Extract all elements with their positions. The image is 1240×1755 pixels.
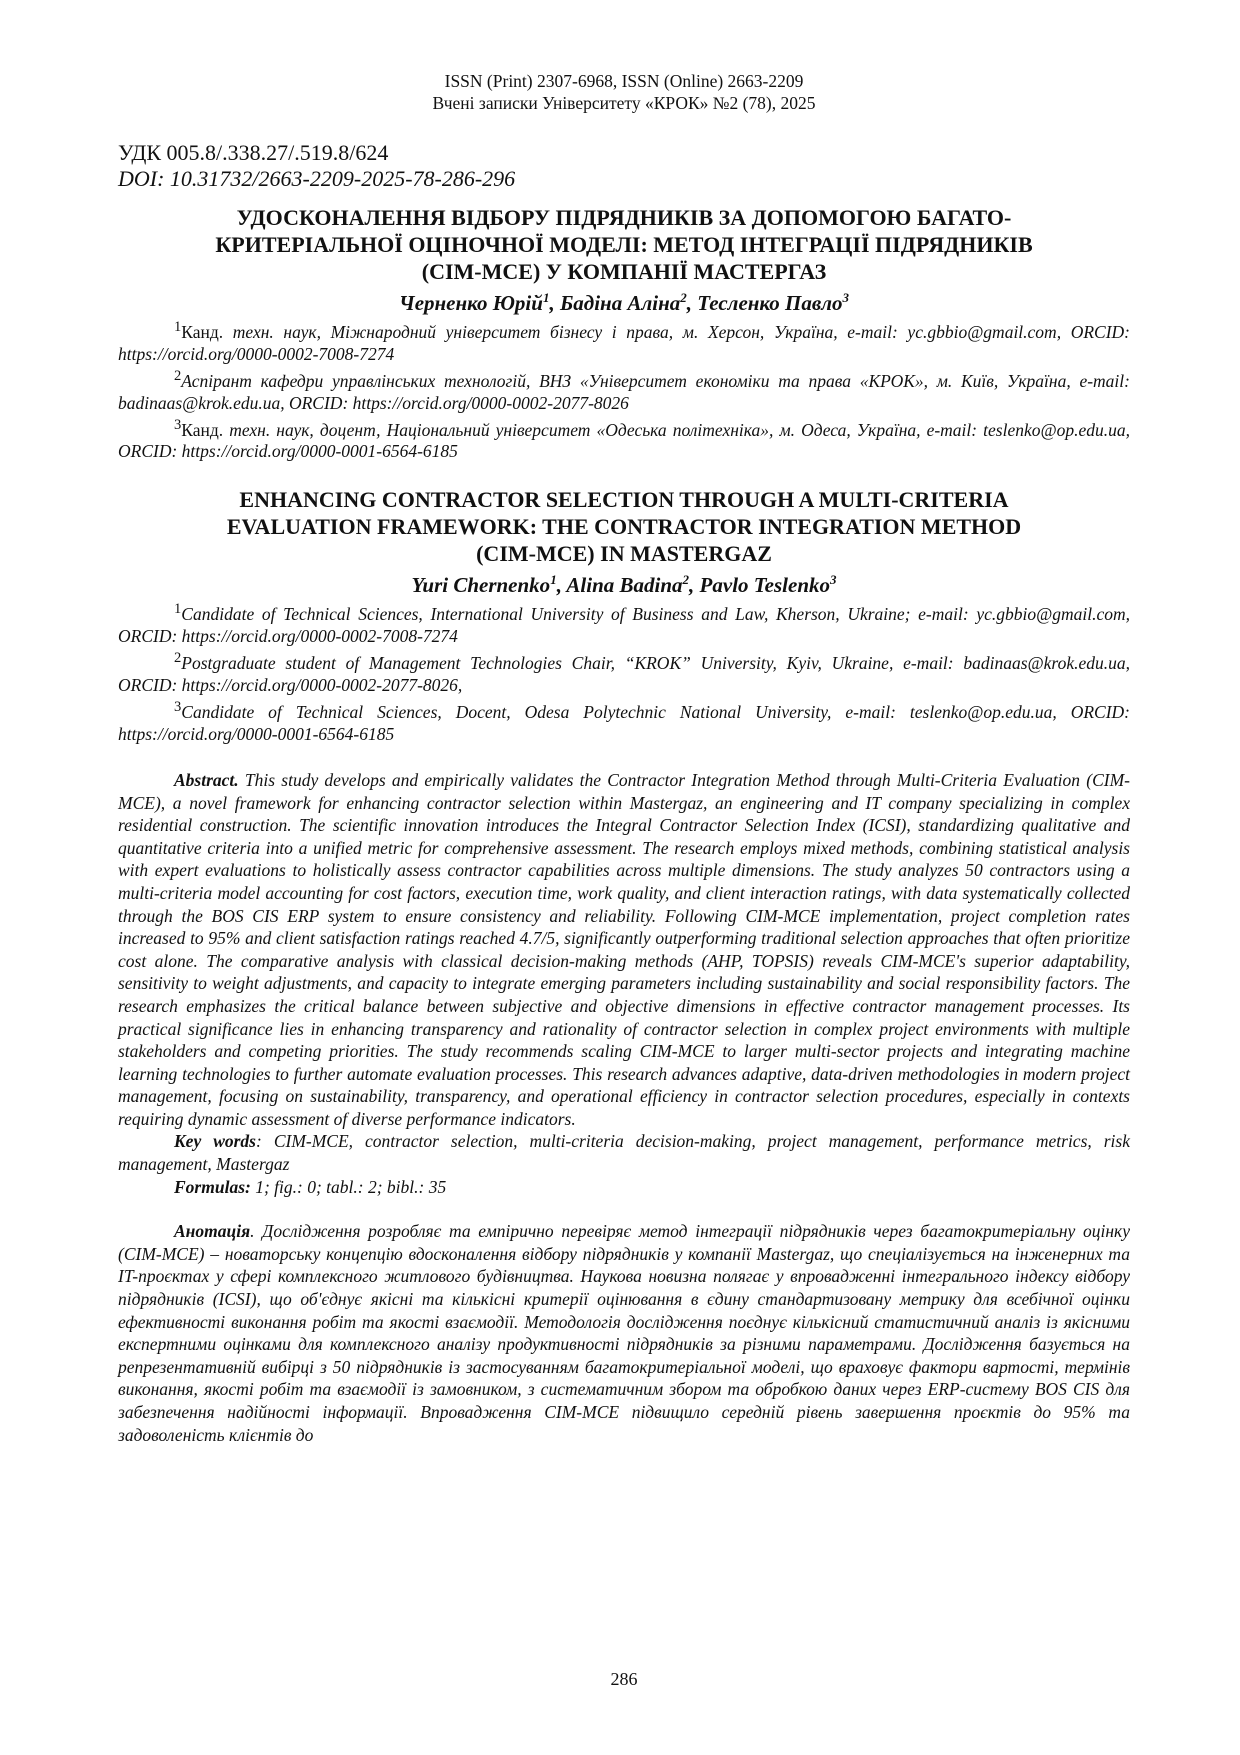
authors-uk — [118, 285, 1130, 316]
author-name: , Pavlo Teslenko — [689, 573, 831, 598]
formulas-label: Formulas: — [174, 1176, 251, 1197]
abstract-paragraph — [118, 769, 1130, 1131]
authors-en — [118, 567, 1130, 598]
title-en — [118, 486, 1130, 567]
affiliation-lead: Канд. — [181, 321, 224, 342]
abstract-section — [118, 769, 1130, 1198]
formulas-paragraph — [118, 1176, 1130, 1199]
paper-page — [118, 70, 1130, 1690]
affiliation-text: Candidate of Technical Sciences, Docent, Odesa Polytechnic National University, e-mail: teslenko@op.edu.ua, ORCID: https://orcid.org/0000-0001-6564-6185 — [118, 701, 1130, 744]
affiliation-sup: 1 — [174, 601, 182, 618]
affiliation — [118, 696, 1130, 745]
title-en-line: ENHANCING CONTRACTOR SELECTION THROUGH A MULTI-CRITERIA — [239, 487, 1009, 513]
affiliation-sup: 2 — [174, 650, 182, 667]
title-en-line: (CIM-MCE) IN MASTERGAZ — [476, 541, 772, 567]
author-name: , Alina Badina — [556, 573, 683, 598]
journal-line: Вчені записки Університету «КРОК» №2 (78), 2025 — [432, 93, 816, 113]
affiliation — [118, 598, 1130, 647]
anotatsiia-text: . Дослідження розробляє та емпірично перевіряє метод інтеграції підрядників через багатокритеріальну оцінку (CIM-MCE) – новаторську концепцію вдосконалення відбору підрядників у компанії Mastergaz, що спеціалізується на інженерних та IT-проєктах у сфері комплексного житлового будівництва. Наукова новизна полягає у впровадженні інтегрального індексу відбору підрядників (ICSI), що об'єднує якісні та кількісні критерії оцінювання в єдину стандартизовану метрику для всебічної оцінки ефективності виконання робіт та якості взаємодії. Методологія дослідження поєднує кількісний статистичний аналіз із якісними експертними оцінками для комплексного аналізу продуктивності підрядників за різними параметрами. Дослідження базується на репрезентативній вибірці з 50 підрядників із застосуванням багатокритеріальної моделі, що враховує фактори вартості, термінів виконання, якості робіт та взаємодії із замовником, з систематичним збором та обробкою даних через ERP-систему BOS CIS для забезпечення надійності інформації. Впровадження CIM-MCE підвищило середній рівень завершення проєктів до 95% та задоволеність клієнтів до — [118, 1221, 1130, 1445]
affiliation-sup: 3 — [174, 416, 182, 433]
formulas-text: 1; fig.: 0; tabl.: 2; bibl.: 35 — [250, 1176, 447, 1197]
author-sup: 2 — [682, 572, 690, 588]
issn-line: ISSN (Print) 2307-6968, ISSN (Online) 2663-2209 — [444, 71, 804, 91]
title-uk-line: (CIM-MCE) У КОМПАНІЇ МАСТЕРГАЗ — [421, 259, 827, 284]
affiliation — [118, 414, 1130, 463]
anotatsiia-paragraph — [118, 1220, 1130, 1446]
affiliations-en — [118, 598, 1130, 744]
affiliations-uk — [118, 316, 1130, 462]
title-uk-line: УДОСКОНАЛЕННЯ ВІДБОРУ ПІДРЯДНИКІВ ЗА ДОПОМОГОЮ БАГАТО- — [236, 205, 1012, 230]
title-en-line: EVALUATION FRAMEWORK: THE CONTRACTOR INTEGRATION METHOD — [226, 514, 1022, 540]
affiliation-lead: Канд. — [181, 419, 224, 440]
page-number: 286 — [610, 1669, 638, 1689]
journal-header — [118, 70, 1130, 114]
affiliation-text: Аспірант кафедри управлінських технологій, ВНЗ «Університет економіки та права «КРОК», м. Київ, Україна, e-mail: badinaas@krok.edu.ua, ORCID: https://orcid.org/0000-0002-2077-8026 — [118, 370, 1130, 413]
affiliation-sup: 3 — [174, 699, 182, 716]
affiliation-sup: 1 — [174, 319, 182, 335]
anotatsiia-label: Анотація — [174, 1221, 251, 1242]
affiliation-text: техн. наук, Міжнародний університет бізнесу і права, м. Херсон, Україна, e-mail: yc.gbbio@gmail.com, ORCID: https://orcid.org/0000-0002-7008-7274 — [118, 321, 1130, 364]
keywords-paragraph — [118, 1130, 1130, 1175]
author-sup: 1 — [542, 290, 550, 305]
author-name: , Бадіна Аліна — [549, 291, 681, 315]
abstract-text: This study develops and empirically validates the Contractor Integration Method through Multi-Criteria Evaluation (CIM-MCE), a novel framework for enhancing contractor selection within Mastergaz, an engineering and IT company specializing in complex residential construction. The scientific innovation introduces the Integral Contractor Selection Index (ICSI), standardizing qualitative and quantitative criteria into a unified metric for comprehensive assessment. The research employs mixed methods, combining statistical analysis with expert evaluations to holistically assess contractor capabilities across multiple dimensions. The study analyzes 50 contractors using a multi-criteria model accounting for cost factors, execution time, work quality, and client interaction ratings, with data systematically collected through the BOS CIS ERP system to ensure consistency and reliability. Following CIM-MCE implementation, project completion rates increased to 95% and client satisfaction ratings reached 4.7/5, significantly outperforming traditional selection approaches that often prioritize cost alone. The comparative analysis with classical decision-making methods (AHP, TOPSIS) reveals CIM-MCE's superior adaptability, sensitivity to weight adjustments, and capacity to integrate emerging parameters including sustainability and social responsibility factors. The research emphasizes the critical balance between subjective and objective dimensions in effective contractor management processes. Its practical significance lies in enhancing transparency and rationality of contractor selection in complex project environments with multiple stakeholders and competing priorities. The study recommends scaling CIM-MCE to larger multi-sector projects and integrating machine learning technologies to further automate evaluation processes. This research advances adaptive, data-driven methodologies in modern project management, focusing on sustainability, transparency, and operational efficiency in contractor selection procedures, especially in contexts requiring dynamic assessment of diverse performance indicators. — [118, 769, 1130, 1129]
affiliation — [118, 365, 1130, 414]
affiliation-text: Candidate of Technical Sciences, International University of Business and Law, Kherson, Ukraine; e-mail: yc.gbbio@gmail.com, ORCID: https://orcid.org/0000-0002-7008-7274 — [118, 604, 1130, 647]
author-name: Черненко Юрій — [398, 291, 543, 315]
author-sup: 3 — [842, 290, 850, 305]
keywords-label: Key words — [174, 1131, 256, 1152]
udc-code: УДК 005.8/.338.27/.519.8/624 — [118, 140, 389, 165]
author-name: , Тесленко Павло — [686, 291, 843, 315]
affiliation-text: Postgraduate student of Management Technologies Chair, “KROK” University, Kyiv, Ukraine, e-mail: badinaas@krok.edu.ua, ORCID: https://orcid.org/0000-0002-2077-8026, — [118, 653, 1130, 696]
article-meta — [118, 140, 1130, 192]
anotatsiia-section — [118, 1220, 1130, 1446]
keywords-text: : CIM-MCE, contractor selection, multi-criteria decision-making, project management, performance metrics, risk management, Mastergaz — [118, 1131, 1131, 1175]
title-uk-line: КРИТЕРІАЛЬНОЇ ОЦІНОЧНОЇ МОДЕЛІ: МЕТОД ІНТЕГРАЦІЇ ПІДРЯДНИКІВ — [215, 232, 1033, 257]
affiliation-sup: 2 — [174, 367, 182, 384]
affiliation-text: техн. наук, доцент, Національний університет «Одеська політехніка», м. Одеса, Україна, e-mail: teslenko@op.edu.ua, ORCID: https://orcid.org/0000-0001-6564-6185 — [118, 419, 1130, 462]
title-uk — [118, 204, 1130, 285]
affiliation — [118, 316, 1130, 365]
author-name: Yuri Chernenko — [411, 573, 551, 598]
author-sup: 2 — [680, 290, 687, 305]
author-sup: 1 — [550, 572, 557, 588]
abstract-label: Abstract. — [174, 769, 239, 790]
author-sup: 3 — [830, 572, 837, 588]
doi-link[interactable]: DOI: 10.31732/2663-2209-2025-78-286-296 — [118, 166, 516, 191]
affiliation — [118, 647, 1130, 696]
